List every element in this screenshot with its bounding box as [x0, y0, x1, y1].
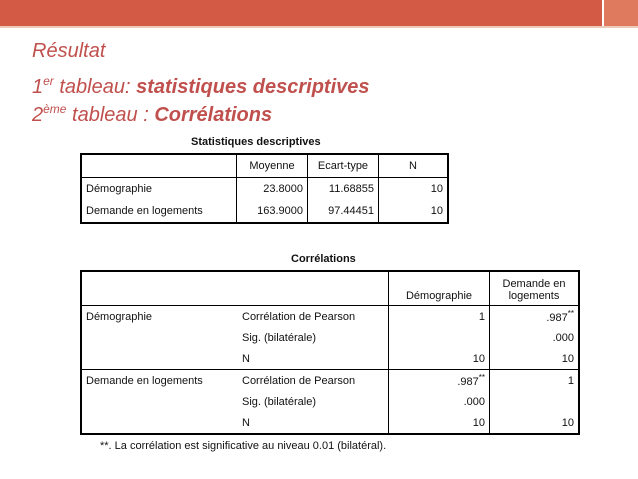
correlation-table	[80, 270, 580, 435]
row-label: Demande en logements	[81, 200, 237, 223]
header-cell-demographie: Démographie	[389, 271, 490, 306]
stat-label: Sig. (bilatérale)	[238, 327, 389, 348]
stat-label: Corrélation de Pearson	[238, 370, 389, 392]
stat-label: Sig. (bilatérale)	[238, 391, 389, 412]
row-label: Démographie	[81, 178, 237, 201]
sd-cell: 97.44451	[308, 200, 379, 223]
header-cell	[81, 154, 237, 178]
stat-label: N	[238, 412, 389, 434]
stat-label: N	[238, 348, 389, 370]
slide-top-bar	[0, 0, 638, 26]
header-cell: Moyenne	[237, 154, 308, 178]
value-cell: 10	[389, 412, 490, 434]
n-cell: 10	[430, 183, 443, 195]
header-cell: N	[379, 154, 449, 178]
top-bar-accent	[604, 0, 638, 26]
descriptive-stats-table	[80, 153, 449, 224]
header-cell	[238, 271, 389, 306]
value-cell: 1	[490, 370, 580, 392]
value-cell: .000	[389, 391, 490, 412]
slide-subtitle-2: 2ème tableau : Corrélations	[32, 102, 273, 126]
header-cell-demande: Demande en logements	[490, 271, 580, 306]
header-cell: Ecart-type	[308, 154, 379, 178]
significance-mark: **	[478, 373, 485, 382]
significance-mark: **	[567, 309, 574, 318]
table-row	[81, 391, 579, 412]
slide-subtitle-1: 1er tableau: statistiques descriptives	[32, 74, 370, 98]
value-cell: .000	[552, 331, 574, 344]
table-row	[81, 370, 579, 392]
value-cell: 10	[561, 352, 574, 365]
stat-label: Corrélation de Pearson	[238, 306, 389, 328]
top-bar-underline	[0, 26, 638, 28]
group-label: Demande en logements	[81, 370, 238, 392]
value-cell: .987**	[546, 309, 574, 324]
value-cell: 10	[389, 348, 490, 370]
top-bar-main	[0, 0, 602, 26]
table-header-row	[81, 154, 448, 178]
group-label: Démographie	[86, 310, 153, 323]
table-row	[81, 200, 448, 223]
value-cell: .987**	[389, 370, 490, 392]
table-row	[81, 178, 448, 201]
value-cell: 10	[561, 416, 574, 429]
table-row	[81, 412, 579, 434]
table-header-row	[81, 271, 579, 306]
correlation-footnote: **. La corrélation est significative au niveau 0.01 (bilatéral).	[100, 440, 387, 452]
table-row	[81, 327, 579, 348]
mean-cell: 23.8000	[237, 178, 308, 201]
slide-title: Résultat	[32, 40, 106, 62]
table-row	[81, 348, 579, 370]
table-row	[81, 306, 579, 328]
correlation-table-caption: Corrélations	[291, 253, 356, 265]
value-cell	[389, 327, 490, 348]
mean-cell: 163.9000	[237, 200, 308, 223]
header-cell	[81, 271, 238, 306]
value-cell: 1	[389, 306, 490, 328]
n-cell: 10	[430, 205, 443, 217]
descriptive-table-caption: Statistiques descriptives	[191, 136, 321, 148]
value-cell	[490, 391, 580, 412]
sd-cell: 11.68855	[308, 178, 379, 201]
